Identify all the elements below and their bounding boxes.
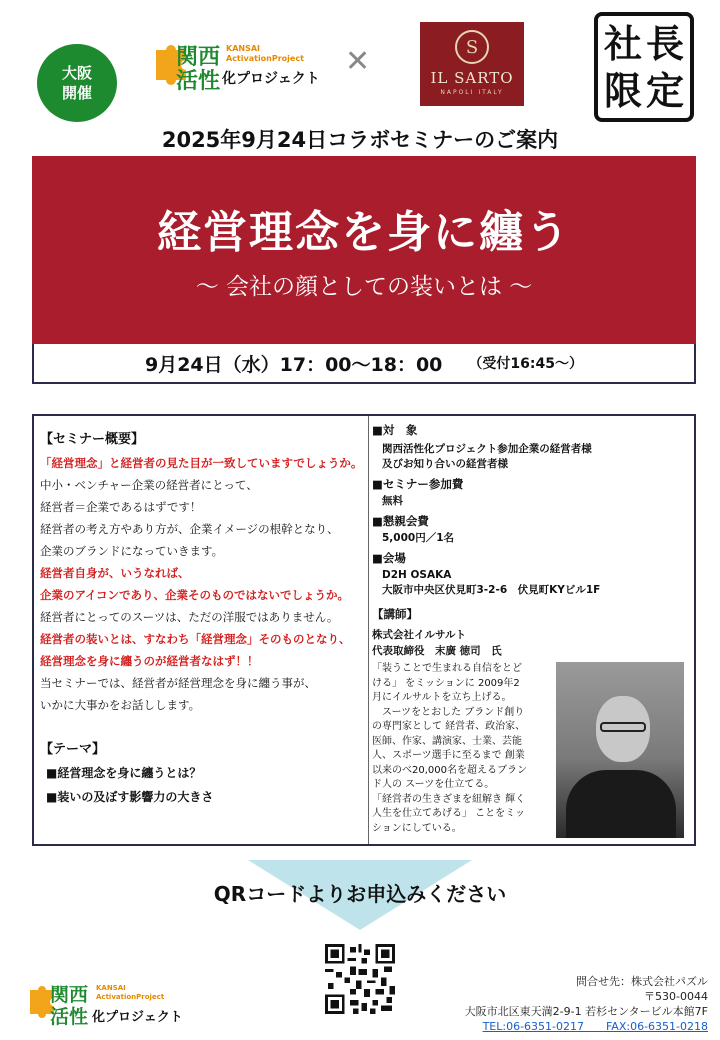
- speaker-heading: 【講師】: [372, 607, 418, 621]
- theme-item: ■経営理念を身に纏うとは？: [46, 766, 202, 780]
- theme-heading: 【テーマ】: [40, 742, 106, 757]
- speaker-photo: [556, 662, 684, 838]
- overview-line: 経営理念を身に纏うのが経営者なはず！！: [40, 654, 259, 668]
- overview-heading: 【セミナー概要】: [40, 432, 145, 447]
- speaker-company: 株式会社イルサルト: [372, 629, 466, 641]
- stamp-char: 社: [603, 21, 642, 66]
- ilsarto-logo: [420, 22, 524, 106]
- bio-line: 「経営者の生きざまを紐解き 輝く: [372, 793, 526, 805]
- target-value-2: 及びお知り合いの経営者様: [382, 458, 508, 470]
- logo-project-text: 化プロジェクト: [92, 1010, 183, 1025]
- overview-column: [34, 416, 368, 844]
- venue-value-2: 大阪市中央区伏見町3-2-6 伏見町KYビル1F: [382, 584, 601, 596]
- bio-line: 「装うことで生まれる自信をとど: [372, 663, 522, 674]
- fee-label: ■セミナー参加費: [372, 477, 464, 491]
- bio-line: スーツをとおした ブランド創り: [372, 706, 525, 718]
- logo-en-2: ActivationProject: [96, 993, 165, 1001]
- contact-zip: 〒530-0044: [644, 990, 708, 1003]
- logo-en-1: KANSAI: [96, 984, 126, 992]
- reception-time: （受付16:45～）: [468, 356, 583, 372]
- stamp-char: 定: [645, 68, 684, 113]
- overview-line: 経営者自身が、いうなれば、: [40, 566, 190, 580]
- social-value: 5,000円／1名: [382, 532, 455, 544]
- hero-title: 経営理念を身に纏う: [157, 207, 571, 258]
- details-column: [370, 416, 696, 844]
- collab-cross-icon: ✕: [345, 44, 371, 79]
- column-divider: [368, 416, 369, 844]
- bio-line: ションにしている。: [372, 822, 462, 834]
- overview-line: 経営者にとってのスーツは、ただの洋服ではありません。: [40, 610, 339, 624]
- ilsarto-mark-icon: S: [455, 30, 489, 64]
- bio-line: ける」 をミッションに 2009年2: [372, 677, 520, 689]
- logo-en-1: KANSAI: [226, 44, 261, 53]
- speaker-bio: [372, 662, 554, 836]
- logo-kansai-text: 関西: [176, 45, 221, 70]
- bio-line: ド人の スーツを仕立てる。: [372, 779, 495, 790]
- content-box: [32, 414, 696, 846]
- ilsarto-sub: NAPOLI ITALY: [440, 89, 504, 96]
- social-label: ■懇親会費: [372, 514, 429, 528]
- bio-line: 人、スポーツ選手に至るまで 創業: [372, 750, 525, 761]
- overview-line: 経営者＝企業であるはずです！: [40, 500, 202, 514]
- contact-address: 大阪市北区東天満2-9-1 若杉センタービル本館7F: [464, 1005, 708, 1018]
- qr-code-icon[interactable]: [325, 944, 395, 1014]
- logo-project-text: 化プロジェクト: [222, 71, 320, 87]
- contact-company: 問合せ先：株式会社パズル: [576, 975, 708, 988]
- osaka-badge: [37, 44, 117, 122]
- announce-title: 2025年9月24日コラボセミナーのご案内: [161, 128, 559, 152]
- target-value-1: 関西活性化プロジェクト参加企業の経営者様: [382, 443, 592, 455]
- fee-value: 無料: [382, 495, 403, 507]
- hero-banner: [32, 156, 696, 344]
- speaker-title-name: 代表取締役 末廣 徳司 氏: [372, 645, 502, 657]
- stamp-char: 長: [645, 21, 684, 66]
- badge-line-1: 大阪: [61, 64, 92, 82]
- venue-value-1: D2H OSAKA: [382, 569, 452, 581]
- overview-line: 企業のアイコンであり、企業そのものではないでしょうか。: [40, 588, 350, 602]
- contact-block: [408, 974, 708, 1034]
- bio-line: 月にイルサルトを立ち上げる。: [372, 692, 512, 703]
- target-label: ■対 象: [372, 423, 418, 437]
- theme-item: ■装いの及ぼす影響力の大きさ: [46, 790, 214, 804]
- overview-line: 経営者の考え方やあり方が、企業イメージの根幹となり、: [40, 522, 339, 536]
- overview-line: 中小・ベンチャー企業の経営者にとって、: [40, 478, 258, 492]
- logo-kansai-text: 関西: [50, 984, 89, 1006]
- bio-line: 人生を仕立てあげる」 ことをミッ: [372, 808, 525, 819]
- stamp-char: 限: [603, 68, 642, 113]
- overview-line: 経営者の装いとは、すなわち「経営理念」そのものとなり、: [40, 632, 351, 646]
- hero-subtitle: ～ 会社の顔としての装いとは ～: [195, 274, 533, 300]
- bio-line: 以来のべ20,000名を超えるブラン: [372, 764, 527, 776]
- president-only-stamp: [594, 12, 694, 122]
- kansai-logo: [152, 32, 320, 92]
- overview-line: いかに大事かをお話しします。: [40, 698, 201, 712]
- logo-kassei-text: 活性: [176, 69, 221, 94]
- venue-label: ■会場: [372, 551, 406, 565]
- bio-line: 医師、作家、講演家、士業、芸能: [372, 735, 522, 747]
- kansai-logo-footer: [28, 980, 198, 1026]
- date-bar: [32, 344, 696, 384]
- overview-line: 企業のブランドになっていきます。: [40, 544, 224, 558]
- qr-cta: QRコードよりお申込みください: [213, 882, 507, 906]
- logo-kassei-text: 活性: [50, 1006, 89, 1028]
- overview-line: 「経営理念」と経営者の見た目が一致していますでしょうか。: [40, 456, 363, 470]
- overview-text: [40, 452, 366, 716]
- contact-tel-fax[interactable]: TEL:06-6351-0217 FAX:06-6351-0218: [482, 1020, 708, 1033]
- event-date: 9月24日（水）17：00～18：00: [144, 353, 443, 376]
- overview-line: 当セミナーでは、経営者が経営理念を身に纏う事が、: [40, 676, 316, 690]
- bio-line: の専門家として 経営者、政治家、: [372, 721, 526, 732]
- logo-en-2: ActivationProject: [226, 54, 304, 63]
- ilsarto-name: IL SARTO: [430, 69, 514, 87]
- badge-line-2: 開催: [61, 84, 92, 102]
